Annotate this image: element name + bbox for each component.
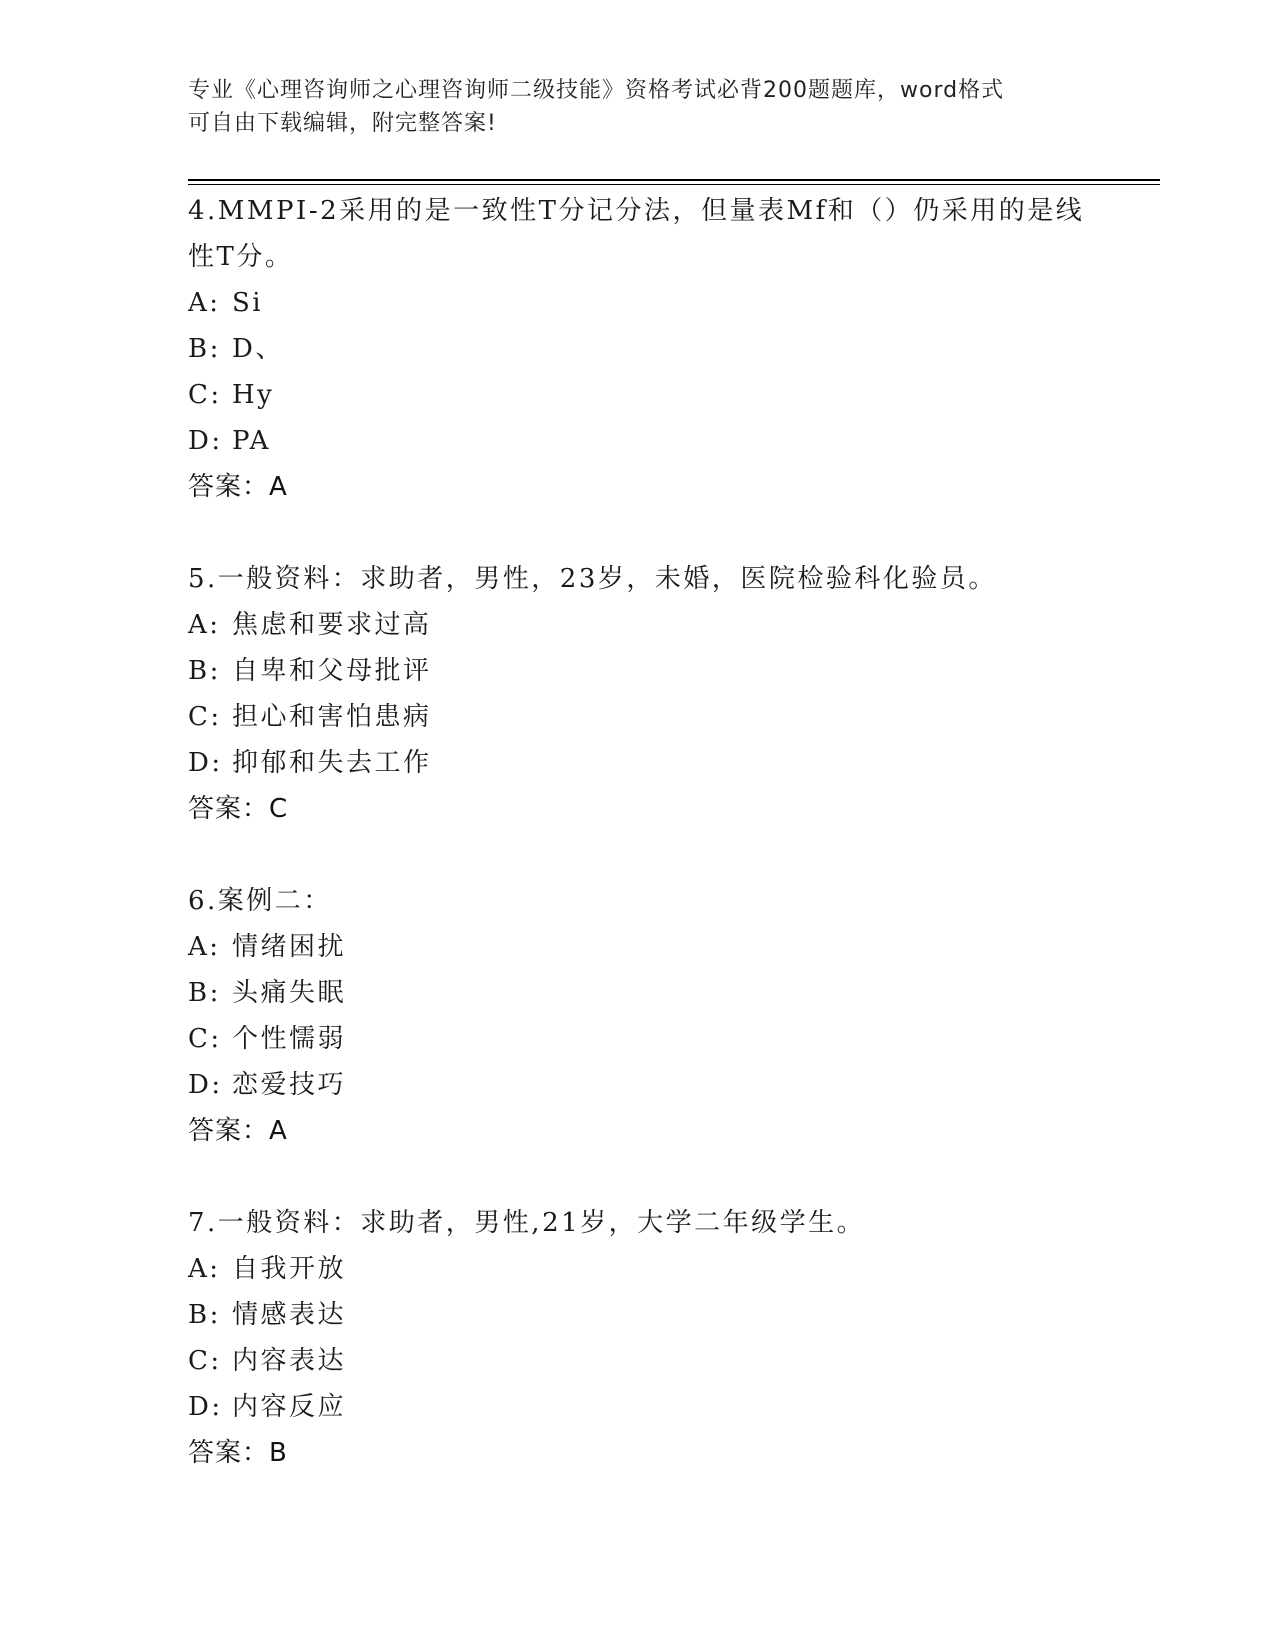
question-stem-line: 7.一般资料：求助者，男性,21岁，大学二年级学生。 (188, 1208, 866, 1238)
answer-line: 答案：B (188, 1438, 288, 1468)
option-key: D: (188, 426, 223, 456)
option-key: C: (188, 1024, 222, 1054)
option-b (188, 1292, 1108, 1338)
option-key: A: (188, 610, 221, 640)
question-stem-line: 5.一般资料：求助者，男性，23岁，未婚，医院检验科化验员。 (188, 564, 997, 594)
question-5 (188, 556, 1108, 832)
option-text: 抑郁和失去工作 (232, 748, 432, 778)
question-stem (188, 188, 1108, 280)
option-key: D: (188, 1070, 223, 1100)
option-text: 自卑和父母批评 (232, 656, 432, 686)
option-text: D、 (232, 334, 284, 364)
question-stem-line: 6.案例二： (188, 886, 332, 916)
header-line-2: 可自由下载编辑，附完整答案! (188, 111, 497, 136)
answer-line: 答案：A (188, 472, 288, 502)
question-stem-line: 性T分。 (188, 242, 294, 272)
option-a (188, 924, 1108, 970)
option-text: 自我开放 (232, 1254, 347, 1284)
option-text: 个性懦弱 (232, 1024, 347, 1054)
option-key: A: (188, 288, 221, 318)
option-text: 恋爱技巧 (232, 1070, 347, 1100)
question-stem-line: 4.MMPI-2采用的是一致性T分记分法，但量表Mf和（）仍采用的是线 (188, 196, 1085, 226)
option-text: PA (232, 426, 271, 456)
header-line-1: 专业《心理咨询师之心理咨询师二级技能》资格考试必背200题题库，word格式 (188, 78, 1005, 103)
option-key: B: (188, 978, 221, 1008)
option-d (188, 418, 1108, 464)
question-4 (188, 188, 1108, 510)
option-d (188, 1384, 1108, 1430)
option-key: B: (188, 334, 221, 364)
option-key: A: (188, 932, 221, 962)
option-b (188, 970, 1108, 1016)
option-d (188, 1062, 1108, 1108)
option-c (188, 694, 1108, 740)
option-key: A: (188, 1254, 221, 1284)
option-key: D: (188, 1392, 223, 1422)
option-d (188, 740, 1108, 786)
question-list (188, 188, 1108, 1476)
header-divider-thick (188, 179, 1160, 181)
option-a (188, 602, 1108, 648)
document-header (188, 74, 1088, 140)
option-text: Hy (232, 380, 275, 410)
option-key: C: (188, 702, 222, 732)
option-key: C: (188, 1346, 222, 1376)
option-a (188, 1246, 1108, 1292)
option-key: B: (188, 1300, 221, 1330)
question-stem (188, 1200, 1108, 1246)
option-text: 情绪困扰 (232, 932, 347, 962)
option-text: 内容表达 (232, 1346, 347, 1376)
option-key: C: (188, 380, 222, 410)
question-7 (188, 1200, 1108, 1476)
option-b (188, 326, 1108, 372)
option-text: 内容反应 (232, 1392, 347, 1422)
option-c (188, 1338, 1108, 1384)
answer-line: 答案：C (188, 794, 289, 824)
option-key: B: (188, 656, 221, 686)
option-b (188, 648, 1108, 694)
option-text: 焦虑和要求过高 (232, 610, 432, 640)
option-c (188, 372, 1108, 418)
answer-line: 答案：A (188, 1116, 288, 1146)
question-stem (188, 878, 1108, 924)
option-c (188, 1016, 1108, 1062)
option-text: 头痛失眠 (232, 978, 347, 1008)
question-stem (188, 556, 1108, 602)
option-text: 担心和害怕患病 (232, 702, 432, 732)
option-text: 情感表达 (232, 1300, 347, 1330)
option-a (188, 280, 1108, 326)
option-text: Si (232, 288, 264, 318)
question-6 (188, 878, 1108, 1154)
option-key: D: (188, 748, 223, 778)
header-divider-thin (188, 184, 1160, 185)
